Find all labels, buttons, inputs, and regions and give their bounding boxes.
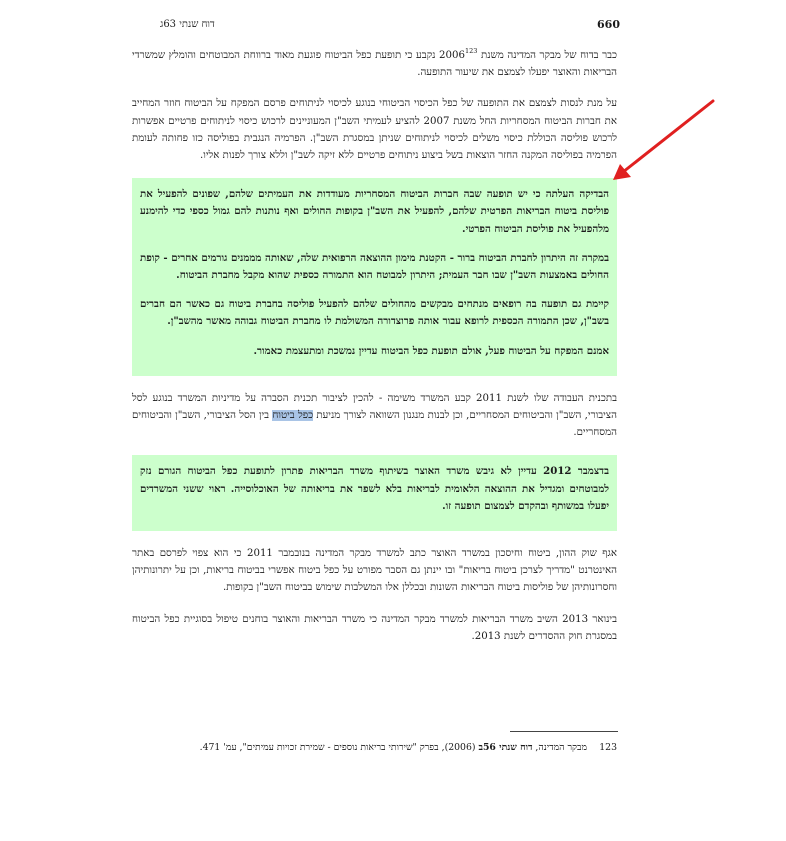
paragraph-capital-markets: אגף שוק ההון, ביטוח וחיסכון במשרד האוצר כתב למשרד מבקר המדינה בנובמבר 2011 כי הוא צפוי לפרסם באתר האינטרנט "מדריך לצרכן ביטוח בריאות" ובו יינתן גם הסבר מפורט על כפל ביטוח אפשרי בביטוח בריאות, וכן על יתרונותיהן וחסרונותיהן של פוליסות ביטוח הבריאות השונות ובכללן אלו המשלבות שימוש בביטוח השב"ן בקופות. [132, 548, 618, 594]
footnote-report-title: דוח שנתי 56ב [478, 742, 533, 753]
running-title: דוח שנתי 63ג [160, 19, 215, 30]
footnote-text-end: (2006), בפרק "שירותי בריאות נוספים - שמירת זכויות עמיתים", עמ' 471. [199, 742, 479, 753]
page-number: 660 [597, 18, 620, 31]
finding-paragraph: הבדיקה העלתה כי יש תופעה שבה חברות הביטוח המסחריות מעודדות את העמיתים שלהם, שפונים להפעיל את פוליסת ביטוח הבריאות הפרטית שלהם, להפעיל את השב"ן בקופות החולים ואף נותנות להם גמול כספי כדי להימנע מלהפעיל את פוליסת הביטוח הפרטי. [140, 188, 609, 235]
footnote-text-start: מבקר המדינה, [532, 742, 587, 753]
paragraph-workplan-end: בין הסל הציבורי, השב"ן והביטוחים המסחריים. [132, 410, 617, 439]
paragraph-response: בינואר 2013 השיב משרד הבריאות למשרד מבקר המדינה כי משרד הבריאות והאוצר בוחנים טיפול בסוגיית כפל הביטוח במסגרת חוק ההסדרים לשנת 2013. [132, 613, 617, 642]
selected-text-highlight[interactable]: כפל ביטוח [272, 410, 314, 422]
paragraph-intro-start: כבר בדוח של מבקר המדינה משנת 2006 [439, 50, 618, 61]
finding-paragraph: קיימת גם תופעה בה רופאים מנתחים מבקשים מהחולים שלהם להפעיל פוליסה בחברת ביטוח גם כאשר הם חברים בשב"ן, שכן התמורה הכספית לרופא עבור אותה פרוצדורה המשולמת לו מחברת הביטוח גבוהה מאשר מהשב"ן. [140, 298, 609, 328]
finding-paragraph: בדצמבר 2012 עדיין לא גיבש משרד האוצר בשיתוף משרד הבריאות פתרון לתופעת כפל הביטוח הגורם נזק למבוטחים ומגדיל את ההוצאה הלאומית לבריאות בלא לשפר את בריאותה של האוכלוסייה. ראוי ששני המשרדים יפעלו במשותף ובהקדם לצמצום תופעה זו. [140, 465, 609, 512]
footnote-number: 123 [599, 742, 617, 753]
paragraph-intro-end: נקבע כי תופעת כפל הביטוח פוגעת מאוד ברווחת המבוטחים והומלץ שמשרדי הבריאות והאוצר יפעלו לצמצם את שיעור התופעה. [132, 50, 617, 79]
arrow-shaft [623, 101, 713, 172]
paragraph-circular: על מנת לנסות לצמצם את התופעה של כפל הכיסוי הביטוחי בנוגע לכיסוי לניתוחים פרסם המפקח על הביטוח חוזר המחייב את חברות הביטוח המסחריות החל משנת 2007 להציע לעמיתי השב"ן המעוניינים לרכוש כיסוי לניתוחים פרטיים אפשרות לרכוש פוליסה הכוללת כיסוי משלים לכיסוי לניתוחים שניתן במסגרת השב"ן. הפרמיה הנגבית בפוליסה כזו פחותה לעומת הפרמיה בפוליסה המקנה החזר הוצאות בשל ביצוע ניתוחים פרטיים ללא זיקה לשב"ן וללא צורך לפנות אליו. [132, 98, 617, 162]
finding-paragraph: במקרה זה היתרון לחברת הביטוח ברור - הקטנת מימון ההוצאה הרפואית שלה, שאותה מממנים גורמים אחרים - קופת החולים באמצעות השב"ן שבו חבר העמית; היתרון למבוטח הוא התמורה כספית שהוא מקבל מחברת הביטוח. [140, 251, 609, 282]
footnote-ref[interactable]: 123 [464, 47, 478, 55]
finding-paragraph: אמנם המפקח על הביטוח פעל, אולם תופעת כפל הביטוח עדיין נמשכת ומתעצמת כאמור. [253, 344, 609, 357]
paragraph-workplan-start: בתכנית העבודה שלו לשנת 2011 קבע המשרד משימה - להכין לציבור תכנית הסברה על מדיניות המשרד בנוגע לסל הציבורי, השב"ן והביטוחים המסחריים, וכן לבנות מנגנון השוואה לצורך מניעת [132, 392, 617, 422]
